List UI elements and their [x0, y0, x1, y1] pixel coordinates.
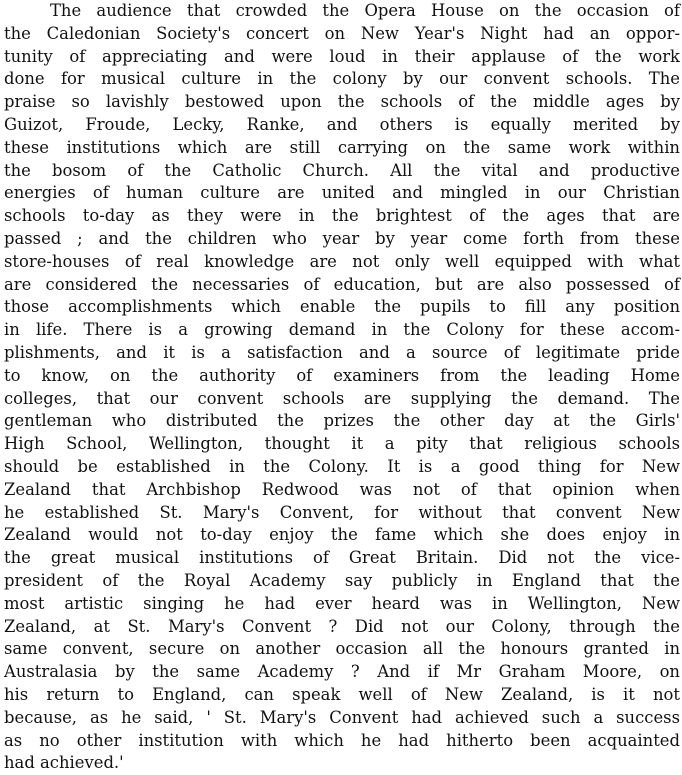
article-line: colleges, that our convent schools are supplying the demand. The [4, 388, 680, 408]
article-line: president of the Royal Academy say publicly in England that the [4, 570, 680, 590]
article-line: plishments, and it is a satisfaction and a source of legitimate pride [4, 342, 680, 362]
article-line: these institutions which are still carrying on the same work within [4, 137, 680, 157]
article-line: energies of human culture are united and mingled in our Christian [4, 183, 680, 203]
article-line: he established St. Mary's Convent, for without that convent New [4, 502, 680, 522]
article-line: High School, Wellington, thought it a pity that religious schools [4, 434, 680, 454]
article-line: to know, on the authority of examiners from the leading Home [4, 365, 680, 385]
article-line: most artistic singing he had ever heard was in Wellington, New [4, 593, 680, 613]
article-line: Zealand that Archbishop Redwood was not of that opinion when [4, 479, 680, 499]
article-line: praise so lavishly bestowed upon the schools of the middle ages by [4, 92, 680, 112]
article-line: tunity of appreciating and were loud in their applause of the work [4, 46, 680, 66]
article-line: gentleman who distributed the prizes the other day at the Girls' [4, 411, 680, 431]
article-line: schools to-day as they were in the brightest of the ages that are [4, 206, 680, 226]
article-line: the Caledonian Society's concert on New Year's Night had an oppor- [4, 23, 680, 43]
article-column [4, 0, 680, 775]
article-line: those accomplishments which enable the pupils to fill any position [4, 297, 680, 317]
article-line: as no other institution with which he had hitherto been acquainted [4, 730, 680, 750]
article-line: passed ; and the children who year by year come forth from these [4, 228, 680, 248]
article-line: Australasia by the same Academy ? And if Mr Graham Moore, on [4, 662, 680, 682]
article-line: should be established in the Colony. It is a good thing for New [4, 456, 680, 476]
article-line: the bosom of the Catholic Church. All the vital and productive [4, 160, 680, 180]
article-line: Zealand would not to-day enjoy the fame which she does enjoy in [4, 525, 680, 545]
article-line: same convent, secure on another occasion all the honours granted in [4, 639, 680, 659]
article-line: done for musical culture in the colony by our convent schools. The [4, 69, 680, 89]
article-line: are considered the necessaries of education, but are also possessed of [4, 274, 680, 294]
article-line: The audience that crowded the Opera House on the occasion of [50, 1, 680, 20]
article-line: the great musical institutions of Great Britain. Did not the vice- [4, 548, 680, 568]
article-line: store-houses of real knowledge are not only well equipped with what [4, 251, 680, 271]
article-line: his return to England, can speak well of New Zealand, is it not [4, 684, 680, 704]
article-line: in life. There is a growing demand in the Colony for these accom- [4, 320, 680, 340]
article-line: because, as he said, ' St. Mary's Convent had achieved such a success [4, 707, 680, 727]
article-line: had achieved.' [4, 753, 124, 773]
article-line: Guizot, Froude, Lecky, Ranke, and others is equally merited by [4, 114, 680, 134]
article-line: Zealand, at St. Mary's Convent ? Did not our Colony, through the [4, 616, 680, 636]
